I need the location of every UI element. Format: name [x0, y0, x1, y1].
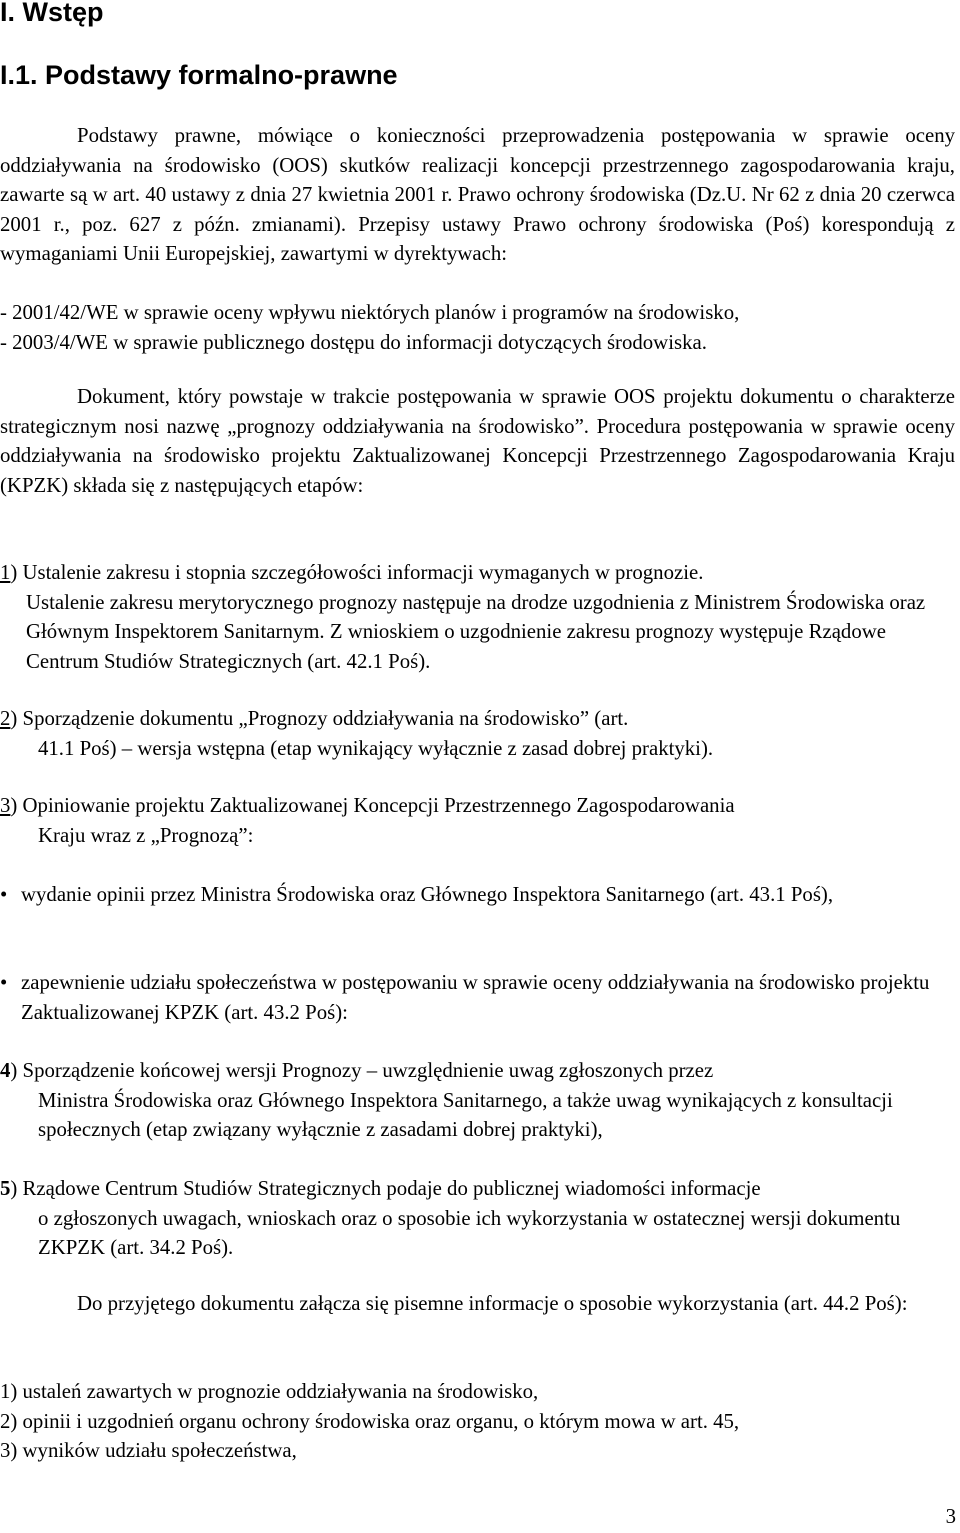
- step-2: 2) Sporządzenie dokumentu „Prognozy oddziaływania na środowisko” (art. 41.1 Poś) – wersja wstępna (etap wynikający wyłącznie z zasad dobrej praktyki).: [0, 704, 955, 763]
- directive-item: - 2003/4/WE w sprawie publicznego dostępu do informacji dotyczących środowiska.: [0, 330, 707, 354]
- step-title: Ustalenie zakresu i stopnia szczegółowości informacji wymaganych w prognozie.: [17, 561, 704, 584]
- page-number: 3: [945, 1505, 956, 1528]
- list-item: 2) opinii i uzgodnień organu ochrony środowiska oraz organu, o którym mowa w art. 45,: [0, 1409, 740, 1433]
- step-number: 3: [0, 794, 11, 817]
- step-description: 41.1 Poś) – wersja wstępna (etap wynikający wyłącznie z zasad dobrej praktyki).: [38, 736, 714, 760]
- directive-item: - 2001/42/WE w sprawie oceny wpływu niektórych planów i programów na środowisko,: [0, 301, 740, 324]
- directives-list: [0, 298, 955, 357]
- step-title: Sporządzenie dokumentu „Prognozy oddziaływania na środowisko” (art.: [17, 707, 629, 730]
- step-description: Ministra Środowiska oraz Głównego Inspektora Sanitarnego, a także uwag wynikających z konsultacji społecznych (etap związany wyłącznie z zasadami dobrej praktyki),: [38, 1088, 893, 1141]
- bullet-icon: •: [0, 883, 8, 906]
- bullet-text: wydanie opinii przez Ministra Środowiska oraz Głównego Inspektora Sanitarnego (art. 43.1 Poś),: [21, 883, 834, 906]
- intro-directives-lead: Przepisy ustawy Prawo ochrony środowiska (Poś) korespondują z wymaganiami Unii Europejskiej, zawartymi w dyrektywach:: [0, 212, 955, 265]
- step-5: 5) Rządowe Centrum Studiów Strategicznych podaje do publicznej wiadomości informacje o zgłoszonych uwagach, wnioskach oraz o sposobie ich wykorzystania w ostatecznej wersji dokumentu ZKPZK (art. 34.2 Poś).: [0, 1174, 955, 1263]
- list-item: 3) wyników udziału społeczeństwa,: [0, 1439, 297, 1462]
- step-number: 2: [0, 707, 11, 730]
- step-1: 1) Ustalenie zakresu i stopnia szczegółowości informacji wymaganych w prognozie. Ustalenie zakresu merytorycznego prognozy następuje na drodze uzgodnienia z Ministrem Środowiska oraz Głównym Inspektorem Sanitarnym. Z wnioskiem o uzgodnienie zakresu prognozy występuje Rządowe Centrum Studiów Strategicznych (art. 42.1 Poś).: [0, 558, 955, 676]
- intro-paragraph: [0, 121, 955, 269]
- chapter-heading: I. Wstęp: [0, 0, 104, 27]
- step-number: 1: [0, 561, 11, 584]
- attachment-paragraph: Do przyjętego dokumentu załącza się pisemne informacje o sposobie wykorzystania (art. 44.2 Poś):: [77, 1292, 908, 1315]
- list-item: 1) ustaleń zawartych w prognozie oddziaływania na środowisko,: [0, 1380, 539, 1403]
- step-title: Rządowe Centrum Studiów Strategicznych podaje do publicznej wiadomości informacje: [17, 1177, 761, 1200]
- step-description: o zgłoszonych uwagach, wnioskach oraz o sposobie ich wykorzystania w ostatecznej wersji dokumentu ZKPZK (art. 34.2 Poś).: [38, 1206, 901, 1259]
- step-number: 5: [0, 1177, 11, 1200]
- procedure-paragraph: Dokument, który powstaje w trakcie postępowania w sprawie OOS projektu dokumentu o charakterze strategicznym nosi nazwę „prognozy oddziaływania na środowisko”. Procedura postępowania w sprawie oceny oddziaływania na środowisko projektu Zaktualizowanej Koncepcji Przestrzennego Zagospodarowania Kraju (KPZK) składa się z następujących etapów:: [0, 385, 955, 497]
- bullet-icon: •: [0, 971, 8, 994]
- bullet-item: [0, 968, 955, 1027]
- attachment-list: [0, 1377, 739, 1466]
- section-heading: I.1. Podstawy formalno-prawne: [0, 60, 398, 90]
- step-title: Opiniowanie projektu Zaktualizowanej Koncepcji Przestrzennego Zagospodarowania: [17, 794, 735, 817]
- step-description: Ustalenie zakresu merytorycznego prognozy następuje na drodze uzgodnienia z Ministrem Środowiska oraz Głównym Inspektorem Sanitarnym. Z wnioskiem o uzgodnienie zakresu prognozy występuje Rządowe Centrum Studiów Strategicznych (art. 42.1 Poś).: [26, 590, 926, 673]
- step-description: Kraju wraz z „Prognozą”:: [38, 823, 254, 847]
- intro-legal-basis: Podstawy prawne, mówiące o konieczności przeprowadzenia postępowania w sprawie oceny oddziaływania na środowisko (OOS) skutków realizacji koncepcji przestrzennego zagospodarowania kraju, zawarte są w art. 40 ustawy z dnia 27 kwietnia 2001 r. Prawo ochrony środowiska (Dz.U. Nr 62 z dnia 20 czerwca 2001 r., poz. 627 z późn. zmianami).: [0, 124, 955, 236]
- step-title: Sporządzenie końcowej wersji Prognozy – uwzględnienie uwag zgłoszonych przez: [17, 1059, 714, 1082]
- step-3: 3) Opiniowanie projektu Zaktualizowanej Koncepcji Przestrzennego Zagospodarowania Kraju wraz z „Prognozą”:: [0, 791, 955, 850]
- step-number: 4: [0, 1059, 11, 1082]
- bullet-item: [0, 880, 955, 910]
- bullet-text: zapewnienie udziału społeczeństwa w postępowaniu w sprawie oceny oddziaływania na środowisko projektu Zaktualizowanej KPZK (art. 43.2 Poś):: [21, 971, 930, 1024]
- step-4: 4) Sporządzenie końcowej wersji Prognozy – uwzględnienie uwag zgłoszonych przez Ministra Środowiska oraz Głównego Inspektora Sanitarnego, a także uwag wynikających z konsultacji społecznych (etap związany wyłącznie z zasadami dobrej praktyki),: [0, 1056, 955, 1145]
